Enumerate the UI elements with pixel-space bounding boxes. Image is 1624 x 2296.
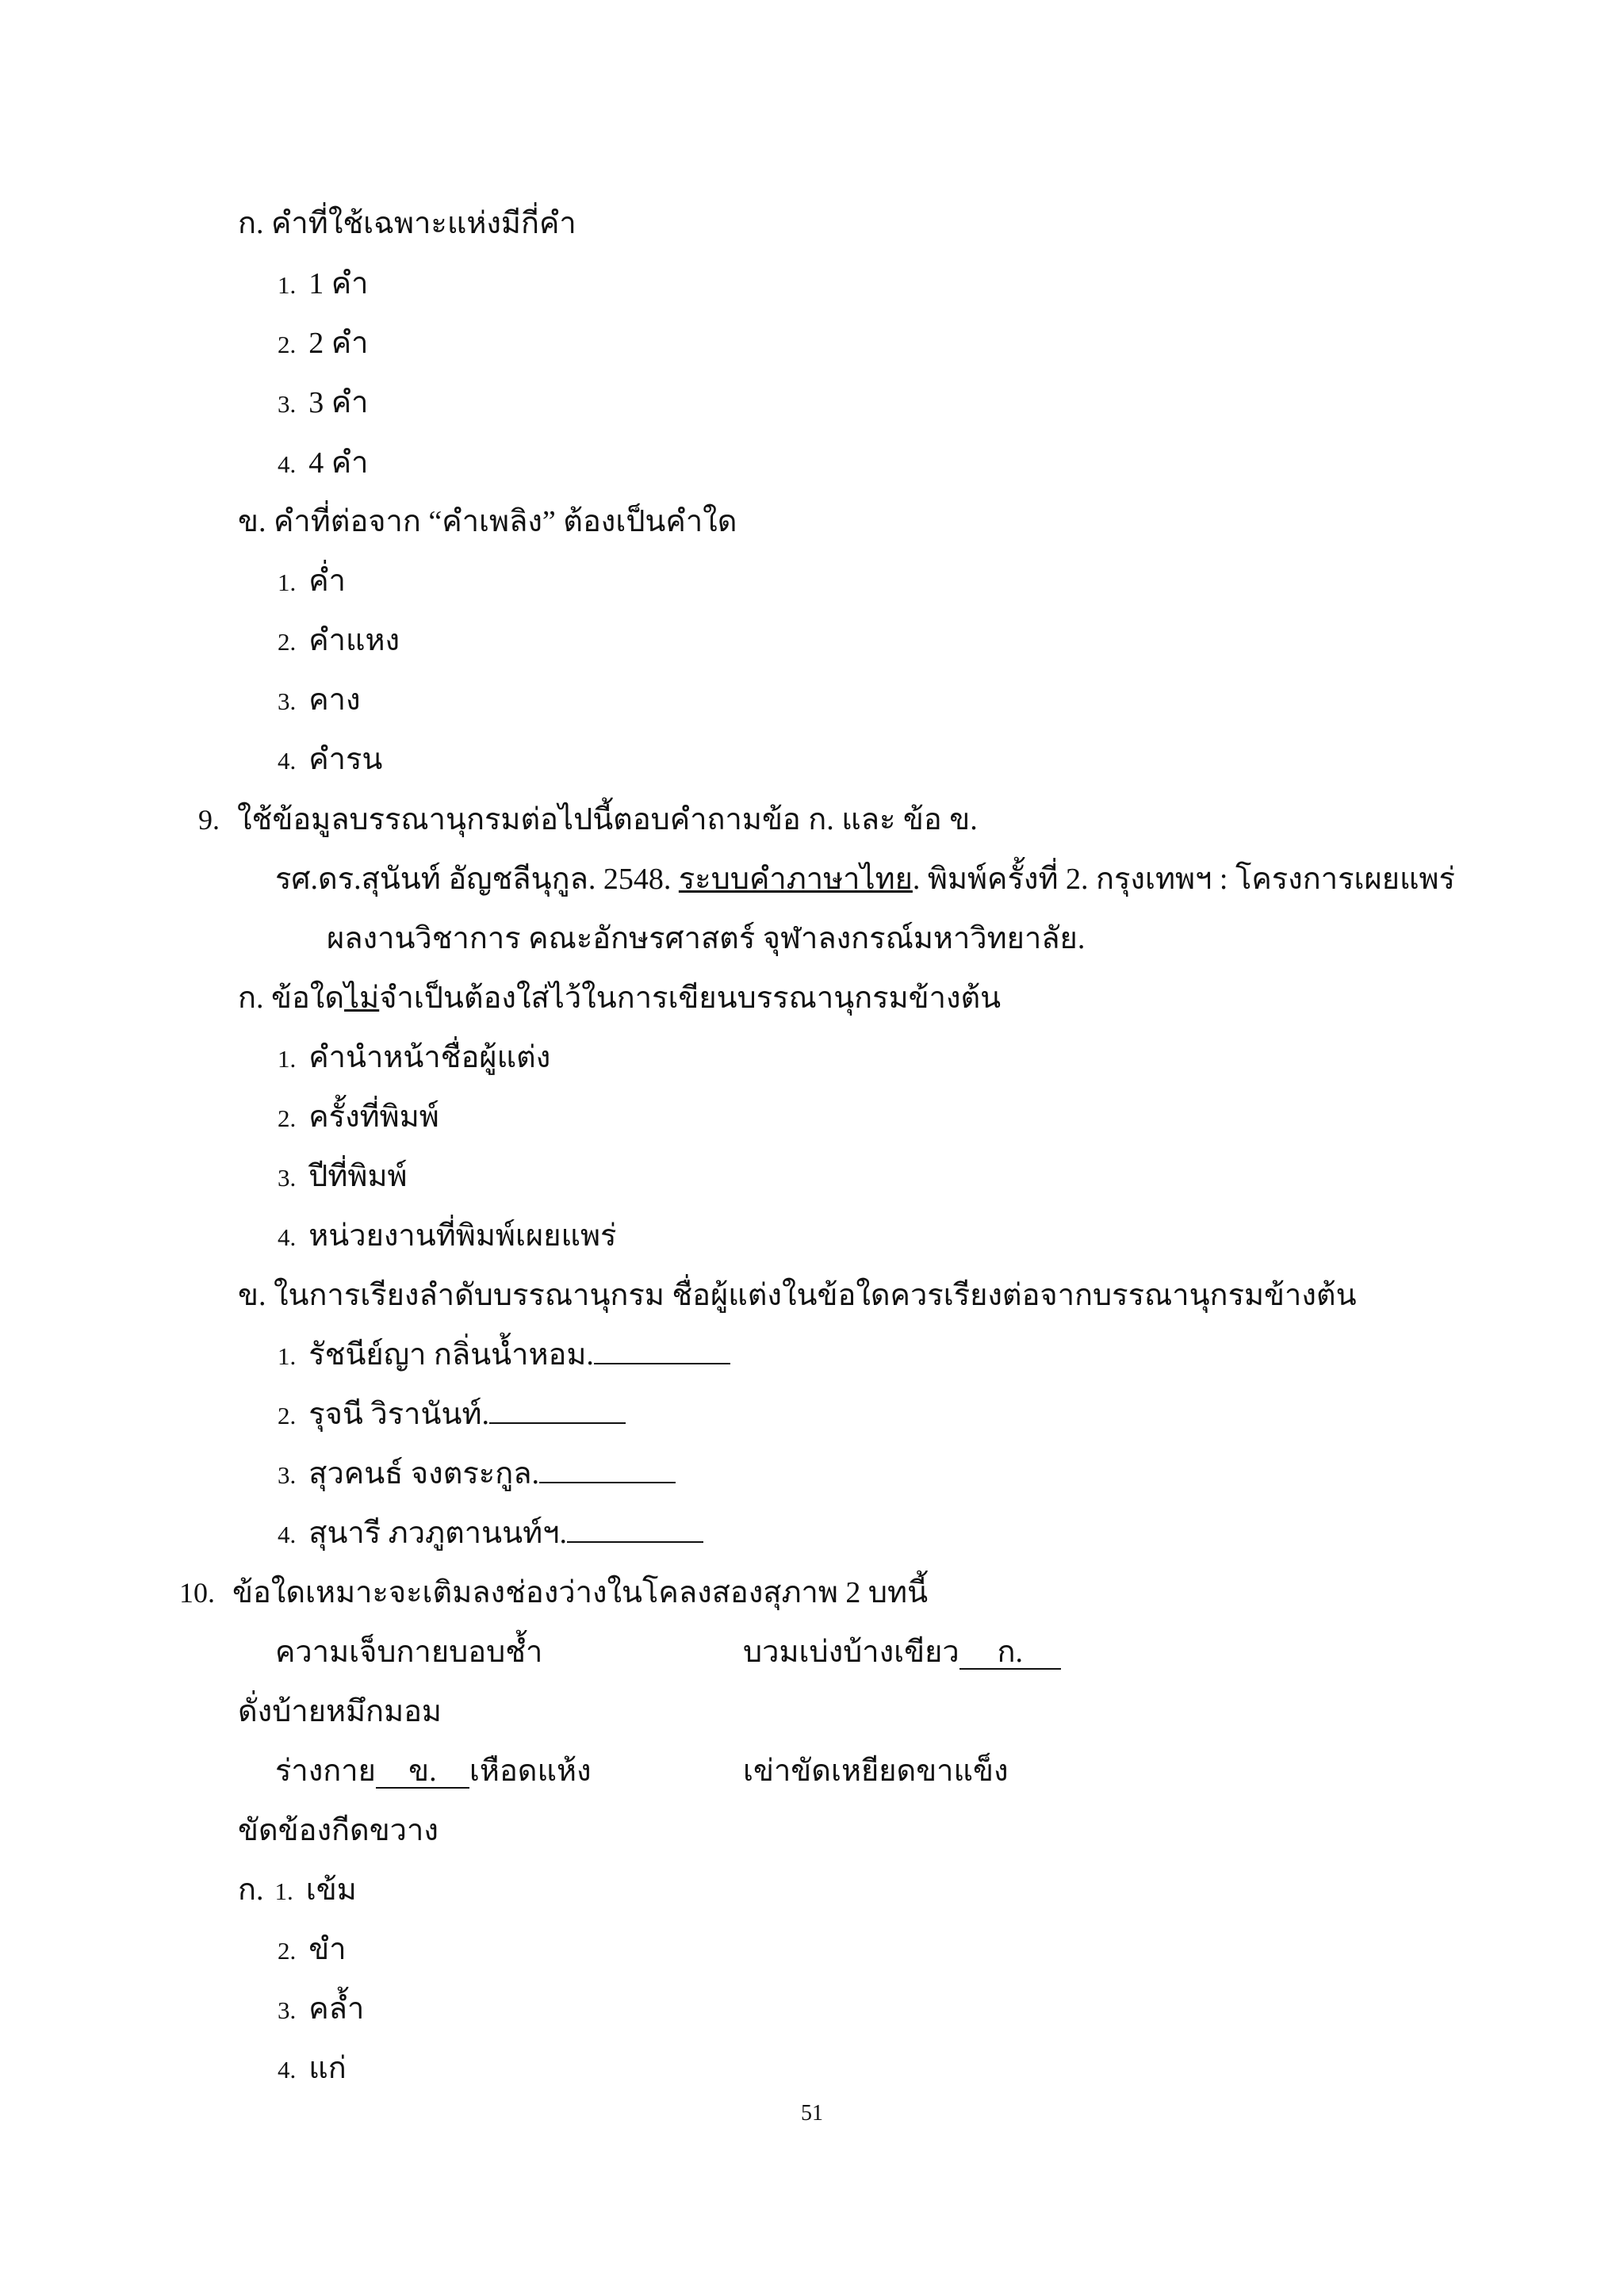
poem-line-3-right: เข่าขัดเหยียดขาแข็ง [743, 1755, 1009, 1788]
underlined-not: ไม่ [344, 982, 380, 1015]
q8-b-option-1: 1. ค่ำ [278, 564, 347, 598]
poem-line-2: ดั่งบ้ายหมึกมอม [238, 1695, 442, 1728]
citation-book-title: ระบบคำภาษาไทย [678, 863, 913, 896]
q8-a-option-4: 4. 4 คำ [278, 446, 369, 480]
q9-citation-line-2: ผลงานวิชาการ คณะอักษรศาสตร์ จุฬาลงกรณ์มหาวิทยาลัย. [327, 922, 1086, 955]
poem-line-3-left: ร่างกาย ข. เหือดแห้ง [275, 1755, 592, 1788]
q9-a-option-1: 1. คำนำหน้าชื่อผู้แต่ง [278, 1041, 551, 1074]
q8-a-option-1: 1. 1 คำ [278, 267, 369, 300]
poem-line-4: ขัดข้องกีดขวาง [238, 1814, 439, 1847]
q10-a-label: ก. [238, 1873, 264, 1907]
q8-a-label: ก. [238, 207, 264, 240]
q8-b-label: ข. [238, 505, 266, 538]
q10-a-option-4: 4. แก่ [278, 2052, 347, 2085]
q8-b-option-2: 2. คำแหง [278, 624, 400, 657]
q9-citation-line-1: รศ.ดร.สุนันท์ อัญชลีนุกูล. 2548. ระบบคำภาษาไทย. พิมพ์ครั้งที่ 2. กรุงเทพฯ : โครงการเผยแพร่ [275, 863, 1455, 896]
poem-blank-b: ข. [376, 1755, 469, 1789]
poem-line-1-left: ความเจ็บกายบอบช้ำ [275, 1636, 543, 1669]
q8-b-question: ข. คำที่ต่อจาก “คำเพลิง” ต้องเป็นคำใด [238, 505, 737, 538]
q8-b-option-4: 4. คำรน [278, 743, 383, 776]
q9-b-option-1: 1. รัชนีย์ญา กลิ่นน้ำหอม. [278, 1336, 730, 1376]
q8-a-question: ก. คำที่ใช้เฉพาะแห่งมีกี่คำ [238, 207, 576, 240]
answer-blank [567, 1519, 703, 1543]
q10-prompt: 10. ข้อใดเหมาะจะเติมลงช่องว่างในโคลงสองสุภาพ 2 บทนี้ [179, 1574, 928, 1612]
q10-number: 10. [179, 1577, 215, 1609]
q9-prompt: 9. ใช้ข้อมูลบรรณานุกรมต่อไปนี้ตอบคำถามข้อ ก. และ ข้อ ข. [198, 801, 978, 839]
answer-blank [594, 1341, 730, 1364]
q9-a-question: ก. ข้อใดไม่จำเป็นต้องใส่ไว้ในการเขียนบรรณานุกรมข้างต้น [238, 982, 1002, 1015]
q9-b-option-4: 4. สุนารี ภวภูตานนท์ฯ. [278, 1514, 703, 1554]
q10-a-option-2: 2. ขำ [278, 1933, 347, 1966]
q8-b-option-3: 3. คาง [278, 683, 361, 717]
q10-a-option-1: ก. 1. เข้ม [238, 1873, 357, 1907]
q9-b-option-3: 3. สุวคนธ์ จงตระกูล. [278, 1455, 676, 1494]
q8-a-option-2: 2. 2 คำ [278, 327, 369, 360]
q9-b-option-2: 2. รุจนี วิรานันท์. [278, 1395, 626, 1435]
q9-b-question: ข. ในการเรียงลำดับบรรณานุกรม ชื่อผู้แต่งในข้อใดควรเรียงต่อจากบรรณานุกรมข้างต้น [238, 1279, 1357, 1312]
q9-a-option-2: 2. ครั้งที่พิมพ์ [278, 1100, 439, 1134]
poem-line-1-right: บวมเบ่งบ้างเขียว ก. [743, 1633, 1061, 1671]
q9-a-option-3: 3. ปีที่พิมพ์ [278, 1160, 408, 1193]
q9-number: 9. [198, 804, 220, 836]
q8-a-option-3: 3. 3 คำ [278, 386, 369, 419]
poem-blank-a: ก. [959, 1636, 1061, 1670]
page-number: 51 [801, 2101, 823, 2126]
q9-a-option-4: 4. หน่วยงานที่พิมพ์เผยแพร่ [278, 1219, 617, 1253]
q10-a-option-3: 3. คล้ำ [278, 1992, 365, 2026]
answer-blank [539, 1460, 676, 1483]
answer-blank [489, 1400, 626, 1424]
